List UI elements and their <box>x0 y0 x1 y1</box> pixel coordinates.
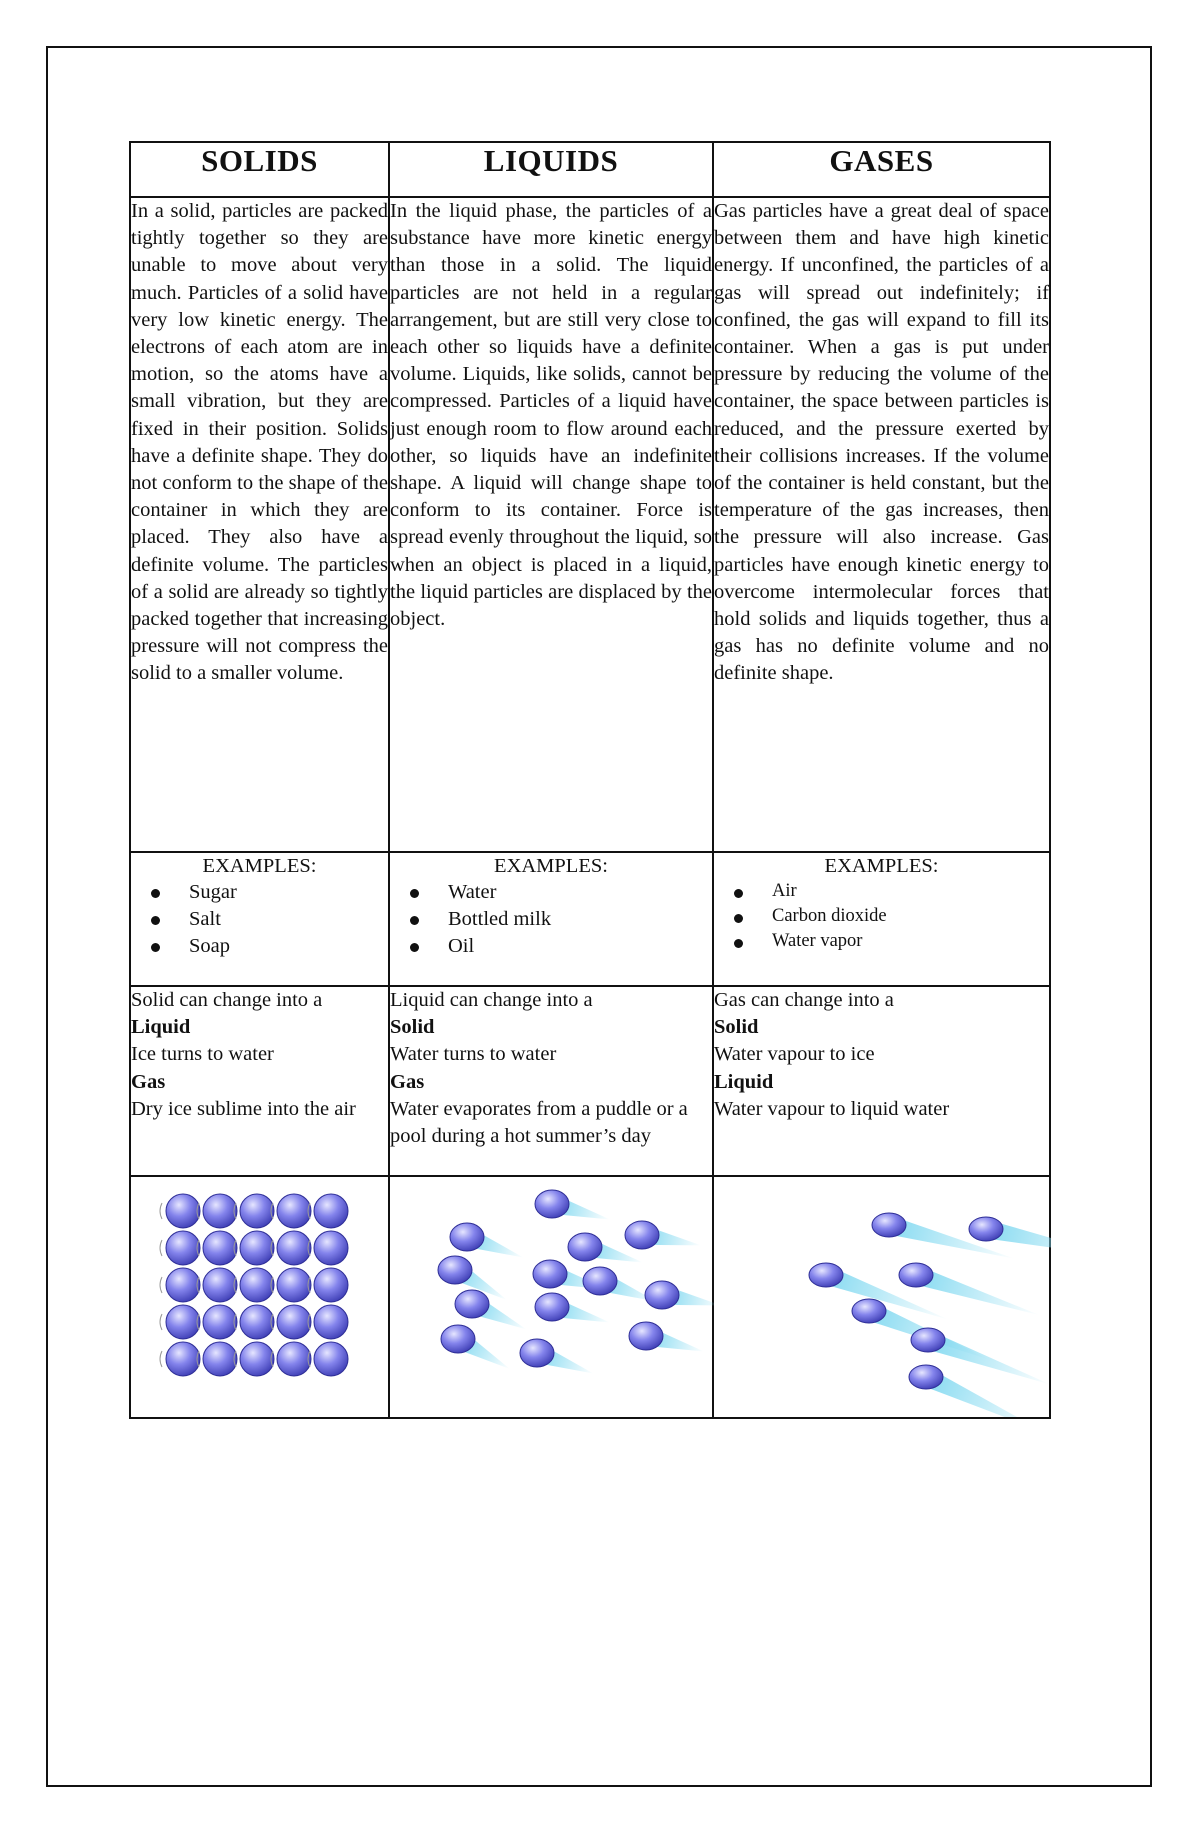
examples-label: EXAMPLES: <box>494 855 608 877</box>
particle <box>568 1233 602 1261</box>
solids-examples-list <box>131 879 388 960</box>
gases-description-cell <box>713 197 1050 852</box>
particle <box>533 1260 567 1288</box>
particle <box>455 1290 489 1318</box>
particle <box>535 1293 569 1321</box>
particle <box>203 1268 237 1302</box>
heading-gases: GASES <box>713 142 1050 197</box>
solids-change-cell <box>130 986 389 1176</box>
particle <box>450 1223 484 1251</box>
examples-label: EXAMPLES: <box>202 855 317 877</box>
particle <box>277 1194 311 1228</box>
liquids-examples-list <box>390 879 712 960</box>
vibration-mark <box>160 1240 162 1256</box>
gases-examples-list <box>714 879 1049 954</box>
change-text-b: Water evaporates from a puddle or a pool during a hot summer’s day <box>390 1097 688 1148</box>
change-state-a: Liquid <box>131 1016 191 1039</box>
bullet-icon <box>410 916 419 925</box>
list-item: Oil <box>410 933 712 960</box>
liquid-particles-illustration <box>390 1177 714 1417</box>
description-row <box>130 197 1050 852</box>
gases-change-cell <box>713 986 1050 1176</box>
liquids-change-cell <box>389 986 713 1176</box>
list-item: Carbon dioxide <box>734 904 1049 929</box>
particle <box>203 1342 237 1376</box>
vibration-mark <box>160 1351 162 1367</box>
header-row <box>130 142 1050 197</box>
particle <box>969 1217 1003 1241</box>
change-text-a: Ice turns to water <box>131 1043 274 1066</box>
particle <box>166 1231 200 1265</box>
particle <box>203 1231 237 1265</box>
solid-particles-illustration <box>131 1177 390 1417</box>
liquids-description: In the liquid phase, the particles of a substance have more kinetic energy than those in a solid. The liquid particles are not held in a regular arrangement, but are still very close to each other so liquids have a definite volume. Liquids, like solids, cannot be compressed. Particles of a liquid have just enough room to flow around each other, so liquids have an indefinite shape. A liquid will change shape to conform to its container. Force is spread evenly throughout the liquid, so when an object is placed in a liquid, the liquid particles are displaced by the object. <box>390 200 712 631</box>
particle <box>240 1231 274 1265</box>
particle <box>166 1194 200 1228</box>
particle <box>438 1256 472 1284</box>
particle <box>583 1267 617 1295</box>
particle <box>240 1305 274 1339</box>
change-state-b: Gas <box>390 1070 425 1093</box>
bullet-icon <box>410 943 419 952</box>
change-intro: Gas can change into a <box>714 989 894 1011</box>
particle <box>277 1342 311 1376</box>
particle <box>872 1213 906 1237</box>
change-text-a: Water turns to water <box>390 1043 557 1066</box>
vibration-mark <box>160 1277 162 1293</box>
illustration-row <box>130 1176 1050 1418</box>
list-item: Water <box>410 879 712 906</box>
particle <box>314 1268 348 1302</box>
particle <box>645 1281 679 1309</box>
particle <box>240 1342 274 1376</box>
particle <box>809 1263 843 1287</box>
gases-description: Gas particles have a great deal of space between them and have high kinetic energy. If unconfined, the particles of a gas will spread out indefinitely; if confined, the gas will expand to fill its container. When a gas is put under pressure by reducing the volume of the container, the space between particles is reduced, and the pressure exerted by their collisions increases. If the volume of the container is held constant, but the temperature of the gas increases, then the pressure will also increase. Gas particles have enough kinetic energy to overcome intermolecular forces that hold solids and liquids together, thus a gas has no definite volume and no definite shape. <box>714 200 1049 685</box>
particle <box>899 1263 933 1287</box>
liquids-description-cell <box>389 197 713 852</box>
particle <box>166 1268 200 1302</box>
examples-row <box>130 852 1050 986</box>
bullet-icon <box>734 914 743 923</box>
list-item: Soap <box>151 933 388 960</box>
change-state-b: Gas <box>131 1070 166 1093</box>
particle <box>909 1365 943 1389</box>
particle <box>314 1231 348 1265</box>
bullet-icon <box>151 916 160 925</box>
vibration-mark <box>160 1203 162 1219</box>
list-item: Water vapor <box>734 929 1049 954</box>
bullet-icon <box>151 889 160 898</box>
heading-solids: SOLIDS <box>130 142 389 197</box>
solids-description: In a solid, particles are packed tightly together so they are unable to move about very much. Particles of a solid have very low kinetic energy. The electrons of each atom are in motion, so the atoms have a small vibration, but they are fixed in their position. Solids have a definite shape. They do not conform to the shape of the container in which they are placed. They also have a definite volume. The particles of a solid are already so tightly packed together that increasing pressure will not compress the solid to a smaller volume. <box>131 200 388 685</box>
particle <box>240 1268 274 1302</box>
list-item: Salt <box>151 906 388 933</box>
change-intro: Solid can change into a <box>131 989 323 1011</box>
bullet-icon <box>734 889 743 898</box>
liquids-examples-cell <box>389 852 713 986</box>
change-text-b: Dry ice sublime into the air <box>131 1097 356 1120</box>
change-state-a: Solid <box>714 1016 759 1039</box>
particle <box>852 1299 886 1323</box>
examples-label: EXAMPLES: <box>824 855 939 877</box>
particle <box>277 1231 311 1265</box>
gas-particles-illustration <box>714 1177 1051 1417</box>
particle <box>277 1268 311 1302</box>
vibration-mark <box>160 1314 162 1330</box>
solids-examples-cell <box>130 852 389 986</box>
particle <box>625 1221 659 1249</box>
change-text-a: Water vapour to ice <box>714 1043 875 1066</box>
gas-illustration-cell <box>713 1176 1050 1418</box>
particle <box>277 1305 311 1339</box>
list-item: Air <box>734 879 1049 904</box>
particle <box>166 1305 200 1339</box>
particle <box>203 1194 237 1228</box>
particle <box>441 1325 475 1353</box>
states-of-matter-table <box>129 141 1051 1419</box>
bullet-icon <box>410 889 419 898</box>
solids-description-cell <box>130 197 389 852</box>
change-intro: Liquid can change into a <box>390 989 593 1011</box>
particle <box>520 1339 554 1367</box>
heading-liquids: LIQUIDS <box>389 142 713 197</box>
bullet-icon <box>734 939 743 948</box>
particle <box>314 1305 348 1339</box>
change-text-b: Water vapour to liquid water <box>714 1097 950 1120</box>
liquid-illustration-cell <box>389 1176 713 1418</box>
solid-illustration-cell <box>130 1176 389 1418</box>
list-item: Sugar <box>151 879 388 906</box>
list-item: Bottled milk <box>410 906 712 933</box>
change-state-b: Liquid <box>714 1070 774 1093</box>
particle <box>911 1328 945 1352</box>
particle <box>314 1194 348 1228</box>
gases-examples-cell <box>713 852 1050 986</box>
change-state-a: Solid <box>390 1016 435 1039</box>
particle <box>629 1322 663 1350</box>
state-change-row <box>130 986 1050 1176</box>
particle <box>535 1190 569 1218</box>
particle <box>240 1194 274 1228</box>
particle <box>314 1342 348 1376</box>
particle <box>166 1342 200 1376</box>
particle <box>203 1305 237 1339</box>
bullet-icon <box>151 943 160 952</box>
